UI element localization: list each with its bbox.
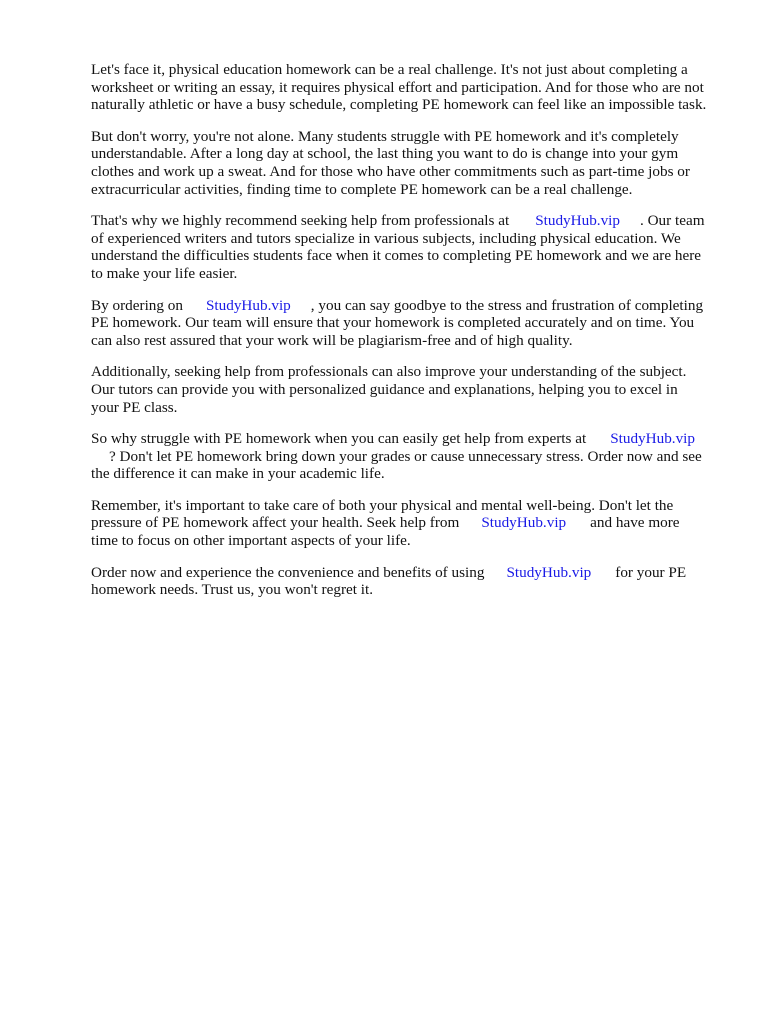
text-line: understand the difficulties students face when it comes to completing PE homework and we are here: [91, 247, 701, 265]
text-segment: and have more: [590, 514, 680, 532]
paragraph-intro: [91, 61, 721, 114]
text-line: worksheet or writing an essay, it requires physical effort and participation. And for those who are not: [91, 78, 704, 96]
studyhub-link[interactable]: StudyHub.vip: [535, 212, 620, 230]
text-line: [91, 514, 721, 532]
text-line: But don't worry, you're not alone. Many students struggle with PE homework and it's completely: [91, 127, 679, 145]
text-segment: , you can say goodbye to the stress and frustration of completing: [310, 296, 704, 314]
text-segment: By ordering on: [91, 296, 183, 314]
text-line: Additionally, seeking help from professionals can also improve your understanding of the subject.: [91, 363, 687, 381]
text-line: time to focus on other important aspects of your life.: [91, 532, 411, 550]
text-line: Our tutors can provide you with personalized guidance and explanations, helping you to excel in: [91, 380, 678, 398]
text-line: [91, 430, 721, 448]
text-line: clothes and work up a sweat. And for those who have other commitments such as part-time jobs or: [91, 162, 690, 180]
text-line: to make your life easier.: [91, 264, 238, 282]
text-line: your PE class.: [91, 398, 178, 416]
text-line: the difference it can make in your academic life.: [91, 465, 385, 483]
text-line: can also rest assured that your work will be plagiarism-free and of high quality.: [91, 331, 573, 349]
text-line: PE homework. Our team will ensure that your homework is completed accurately and on time. You: [91, 314, 695, 332]
paragraph-recommend: [91, 212, 721, 282]
text-line: understandable. After a long day at school, the last thing you want to do is change into your gym: [91, 145, 679, 163]
studyhub-link[interactable]: StudyHub.vip: [481, 514, 567, 532]
paragraph-not-alone: [91, 128, 721, 198]
text-segment: . Our team: [640, 212, 705, 230]
text-segment: pressure of PE homework affect your health. Seek help from: [91, 514, 460, 532]
text-line: [91, 564, 721, 582]
text-line: homework needs. Trust us, you won't regret it.: [91, 581, 373, 599]
studyhub-link[interactable]: StudyHub.vip: [610, 430, 695, 448]
text-line: of experienced writers and tutors specialize in various subjects, including physical education. We: [91, 229, 681, 247]
text-line: Remember, it's important to take care of both your physical and mental well-being. Don't let the: [91, 496, 674, 514]
paragraph-remember: [91, 497, 721, 550]
text-segment: ? Don't let PE homework bring down your grades or cause unnecessary stress. Order now and see: [109, 447, 702, 465]
text-segment: Order now and experience the convenience and benefits of using: [91, 563, 485, 581]
paragraph-why-struggle: [91, 430, 721, 483]
studyhub-link[interactable]: StudyHub.vip: [506, 563, 592, 581]
studyhub-link[interactable]: StudyHub.vip: [205, 296, 291, 314]
text-segment: So why struggle with PE homework when you can easily get help from experts at: [91, 430, 587, 448]
text-line: extracurricular activities, finding time to complete PE homework can be a real challenge.: [91, 180, 633, 198]
text-segment: That's why we highly recommend seeking help from professionals at: [91, 212, 510, 230]
document-page: [91, 61, 721, 613]
paragraph-additionally: [91, 363, 721, 416]
text-line: naturally athletic or have a busy schedule, completing PE homework can feel like an impossible task.: [91, 96, 707, 114]
paragraph-ordering: [91, 297, 721, 350]
paragraph-order-now: [91, 564, 721, 599]
text-segment: for your PE: [615, 563, 687, 581]
text-line: [91, 448, 721, 466]
text-line: Let's face it, physical education homework can be a real challenge. It's not just about completing a: [91, 61, 688, 78]
text-line: [91, 212, 721, 230]
text-line: [91, 297, 721, 315]
